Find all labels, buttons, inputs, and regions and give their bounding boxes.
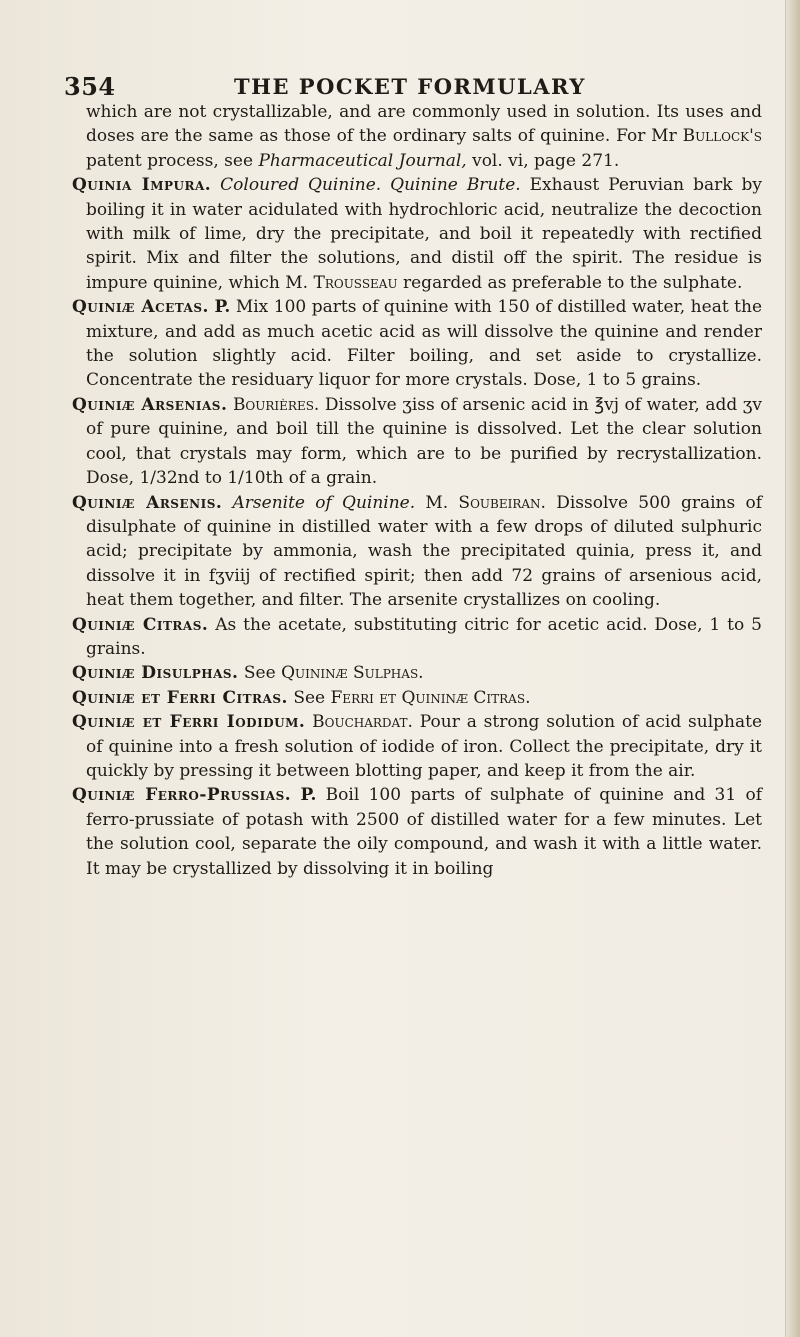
entry-text: vol. vi, page 271. — [466, 150, 620, 171]
entry-small-caps-text: Ferri et Quininæ Citras. — [330, 687, 531, 708]
entry-text: Boil 100 parts of sulphate of quinine and 31 of ferro-prussiate of potash with 2500 of distilled water for a few minutes. Let the solution cool, separate the oily compound, and wash it with a little water. It may be crystallized by dissolving it in boiling — [86, 785, 762, 879]
entry-text: As the acetate, substituting citric for acetic acid. Dose, 1 to 5 grains. — [86, 614, 762, 659]
entry-italic-text: Coloured Quinine. Quinine Brute. — [220, 175, 521, 196]
dictionary-entry — [72, 783, 762, 881]
entry-heading: Quiniæ Arsenis. — [72, 492, 223, 513]
dictionary-entry — [72, 613, 762, 662]
dictionary-entry — [72, 491, 762, 613]
entry-text: which are not crystallizable, and are commonly used in solution. Its uses and doses are the same as those of the ordinary salts of quinine. For Mr — [86, 102, 762, 147]
dictionary-entry — [72, 173, 762, 295]
dictionary-entry — [72, 295, 762, 393]
entry-source-tag: P. — [214, 297, 231, 318]
entry-source-tag: P. — [300, 785, 317, 806]
page-edge — [785, 0, 800, 1337]
entry-continuation — [72, 100, 762, 173]
entry-small-caps-text: Trousseau — [313, 272, 398, 293]
entry-heading: Quiniæ Disulphas. — [72, 663, 239, 684]
entry-text: patent process, see — [86, 150, 259, 171]
entry-small-caps-text: Bourières. — [232, 394, 320, 415]
running-head: THE POCKET FORMULARY — [234, 74, 586, 99]
page-body — [72, 100, 762, 881]
entry-small-caps-text: Bullock's — [682, 126, 762, 147]
entry-text: Pour a strong solution of acid sulphate of quinine into a fresh solution of iodide of iron. Collect the precipitate, dry it quickly by pressing it between blotting paper, and keep it from the air. — [86, 712, 763, 781]
entry-heading: Quiniæ et Ferri Citras. — [72, 687, 288, 708]
entry-italic-text: Pharmaceutical Journal, — [258, 150, 467, 171]
entry-text: regarded as preferable to the sulphate. — [397, 272, 743, 293]
entry-italic-text: Arsenite of Quinine. — [232, 492, 416, 513]
entry-heading: Quinia Impura. — [72, 175, 212, 196]
entry-text: See — [293, 687, 331, 708]
entry-heading: Quiniæ et Ferri Iodidum. — [72, 712, 306, 733]
dictionary-entry — [72, 710, 762, 783]
entry-text: Dissolve ʒiss of arsenic acid in ℥vj of water, add ʒv of pure quinine, and boil till the quinine is dissolved. Let the clear solution cool, that crystals may form, which are to be purified by recrystallization. Dose, 1/32nd to 1/10th of a grain. — [86, 394, 763, 489]
entry-small-caps-text: Quininæ Sulphas. — [281, 663, 424, 684]
entry-small-caps-text: Bouchardat. — [312, 712, 413, 733]
entry-text: Exhaust Peruvian bark by boiling it in water acidulated with hydrochloric acid, neutralize the decoction with milk of lime, dry the precipitate, and boil it repeatedly with rectified spirit. Mix and filter the solutions, and distil off the spirit. The residue is impure quinine, which M. — [86, 175, 762, 293]
dictionary-entry — [72, 661, 762, 685]
entry-text: M. — [415, 492, 459, 513]
page-number: 354 — [64, 72, 116, 101]
entry-small-caps-text: Soubeiran. — [458, 492, 546, 513]
dictionary-entry — [72, 686, 762, 710]
entry-heading: Quiniæ Acetas. — [72, 297, 209, 318]
entry-text: Dissolve 500 grains of disulphate of quinine in distilled water with a few drops of diluted sulphuric acid; precipitate by ammonia, wash the precipitated quinia, press it, and dissolve it in fʒviij of rectified spirit; then add 72 grains of arsenious acid, heat them together, and filter. The arsenite crystallizes on cooling. — [86, 492, 762, 611]
dictionary-entry — [72, 393, 762, 491]
entry-text: Mix 100 parts of quinine with 150 of distilled water, heat the mixture, and add as much acetic acid as will dissolve the quinine and render the solution slightly acid. Filter boiling, and set aside to crystallize. Concentrate the residuary liquor for more crystals. Dose, 1 to 5 grains. — [86, 297, 762, 391]
entry-heading: Quiniæ Citras. — [72, 614, 209, 635]
entry-heading: Quiniæ Arsenias. — [72, 394, 228, 415]
entry-heading: Quiniæ Ferro-Prussias. — [72, 785, 292, 806]
entry-text: See — [243, 663, 282, 684]
